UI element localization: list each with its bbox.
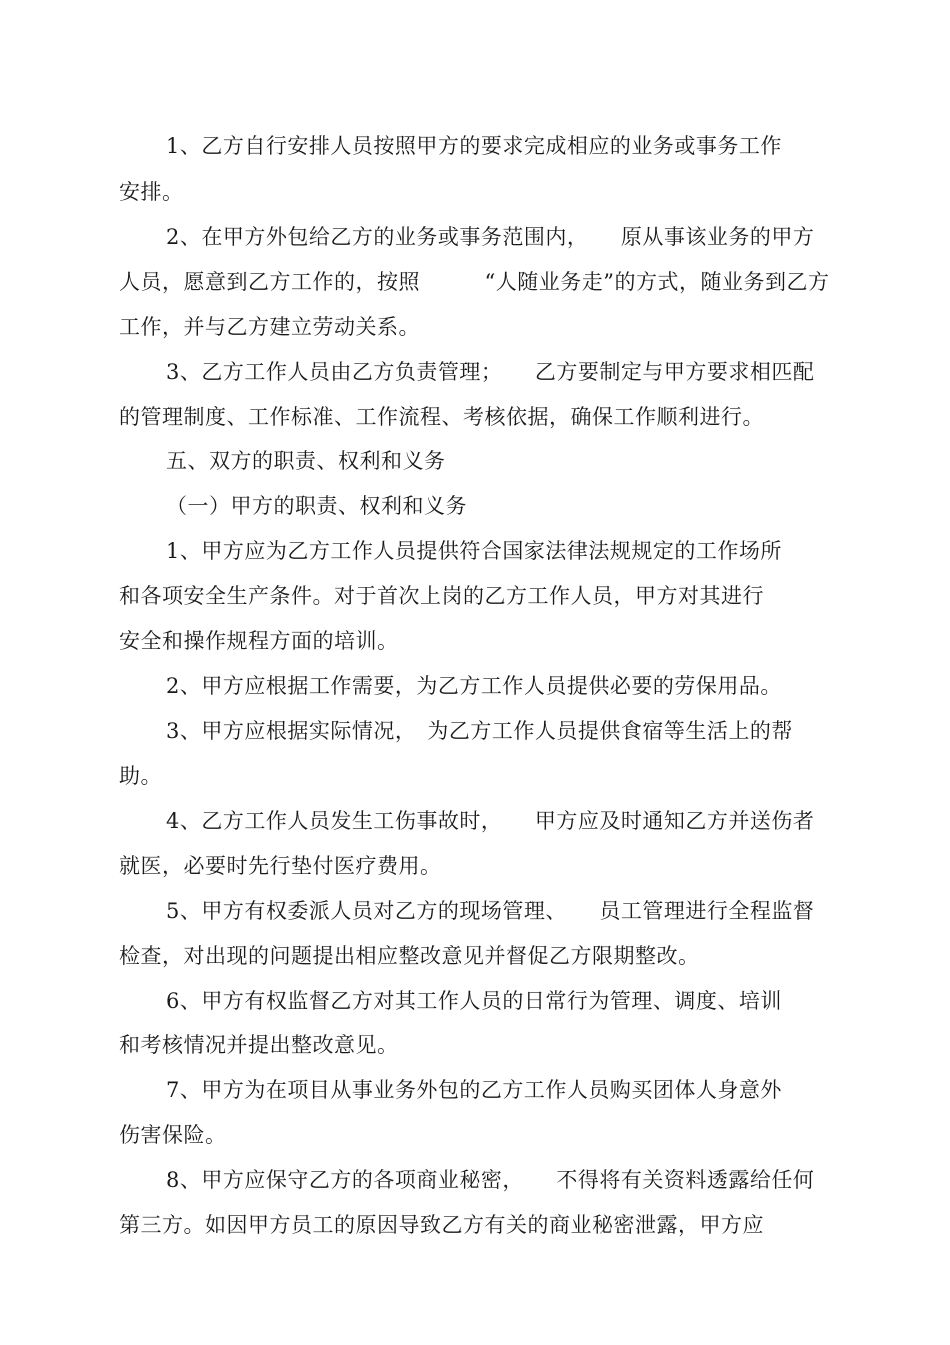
paragraph-line: 和考核情况并提出整改意见。 [119,1033,399,1057]
paragraph-line: 就医，必要时先行垫付医疗费用。 [119,854,442,878]
paragraph-line: 人员，愿意到乙方工作的，按照 “人随业务走”的方式，随业务到乙方 [119,270,830,294]
paragraph-line: 伤害保险。 [119,1123,227,1147]
paragraph-line: 1、乙方自行安排人员按照甲方的要求完成相应的业务或事务工作 [166,134,782,158]
paragraph-line: 和各项安全生产条件。对于首次上岗的乙方工作人员，甲方对其进行 [119,584,764,608]
paragraph-line: 1、甲方应为乙方工作人员提供符合国家法律法规规定的工作场所 [166,539,782,563]
paragraph-line: 3、乙方工作人员由乙方负责管理； 乙方要制定与甲方要求相匹配 [166,360,815,384]
paragraph-line: 第三方。如因甲方员工的原因导致乙方有关的商业秘密泄露，甲方应 [119,1213,764,1237]
paragraph-line: 安排。 [119,180,184,204]
paragraph-line: 3、甲方应根据实际情况， 为乙方工作人员提供食宿等生活上的帮 [166,719,793,743]
paragraph-line: 的管理制度、工作标准、工作流程、考核依据，确保工作顺利进行。 [119,405,764,429]
paragraph-line: 8、甲方应保守乙方的各项商业秘密， 不得将有关资料透露给任何 [166,1168,815,1192]
subsection-heading: （一）甲方的职责、权利和义务 [166,494,467,518]
section-heading: 五、双方的职责、权利和义务 [166,449,446,473]
paragraph-line: 2、在甲方外包给乙方的业务或事务范围内， 原从事该业务的甲方 [166,225,815,249]
paragraph-line: 2、甲方应根据工作需要，为乙方工作人员提供必要的劳保用品。 [166,674,782,698]
paragraph-line: 7、甲方为在项目从事业务外包的乙方工作人员购买团体人身意外 [166,1078,782,1102]
paragraph-line: 6、甲方有权监督乙方对其工作人员的日常行为管理、调度、培训 [166,989,782,1013]
paragraph-line: 安全和操作规程方面的培训。 [119,629,399,653]
paragraph-line: 工作，并与乙方建立劳动关系。 [119,315,420,339]
paragraph-line: 5、甲方有权委派人员对乙方的现场管理、 员工管理进行全程监督 [166,899,815,923]
paragraph-line: 4、乙方工作人员发生工伤事故时， 甲方应及时通知乙方并送伤者 [166,809,815,833]
paragraph-line: 检查，对出现的问题提出相应整改意见并督促乙方限期整改。 [119,944,700,968]
paragraph-line: 助。 [119,764,162,788]
